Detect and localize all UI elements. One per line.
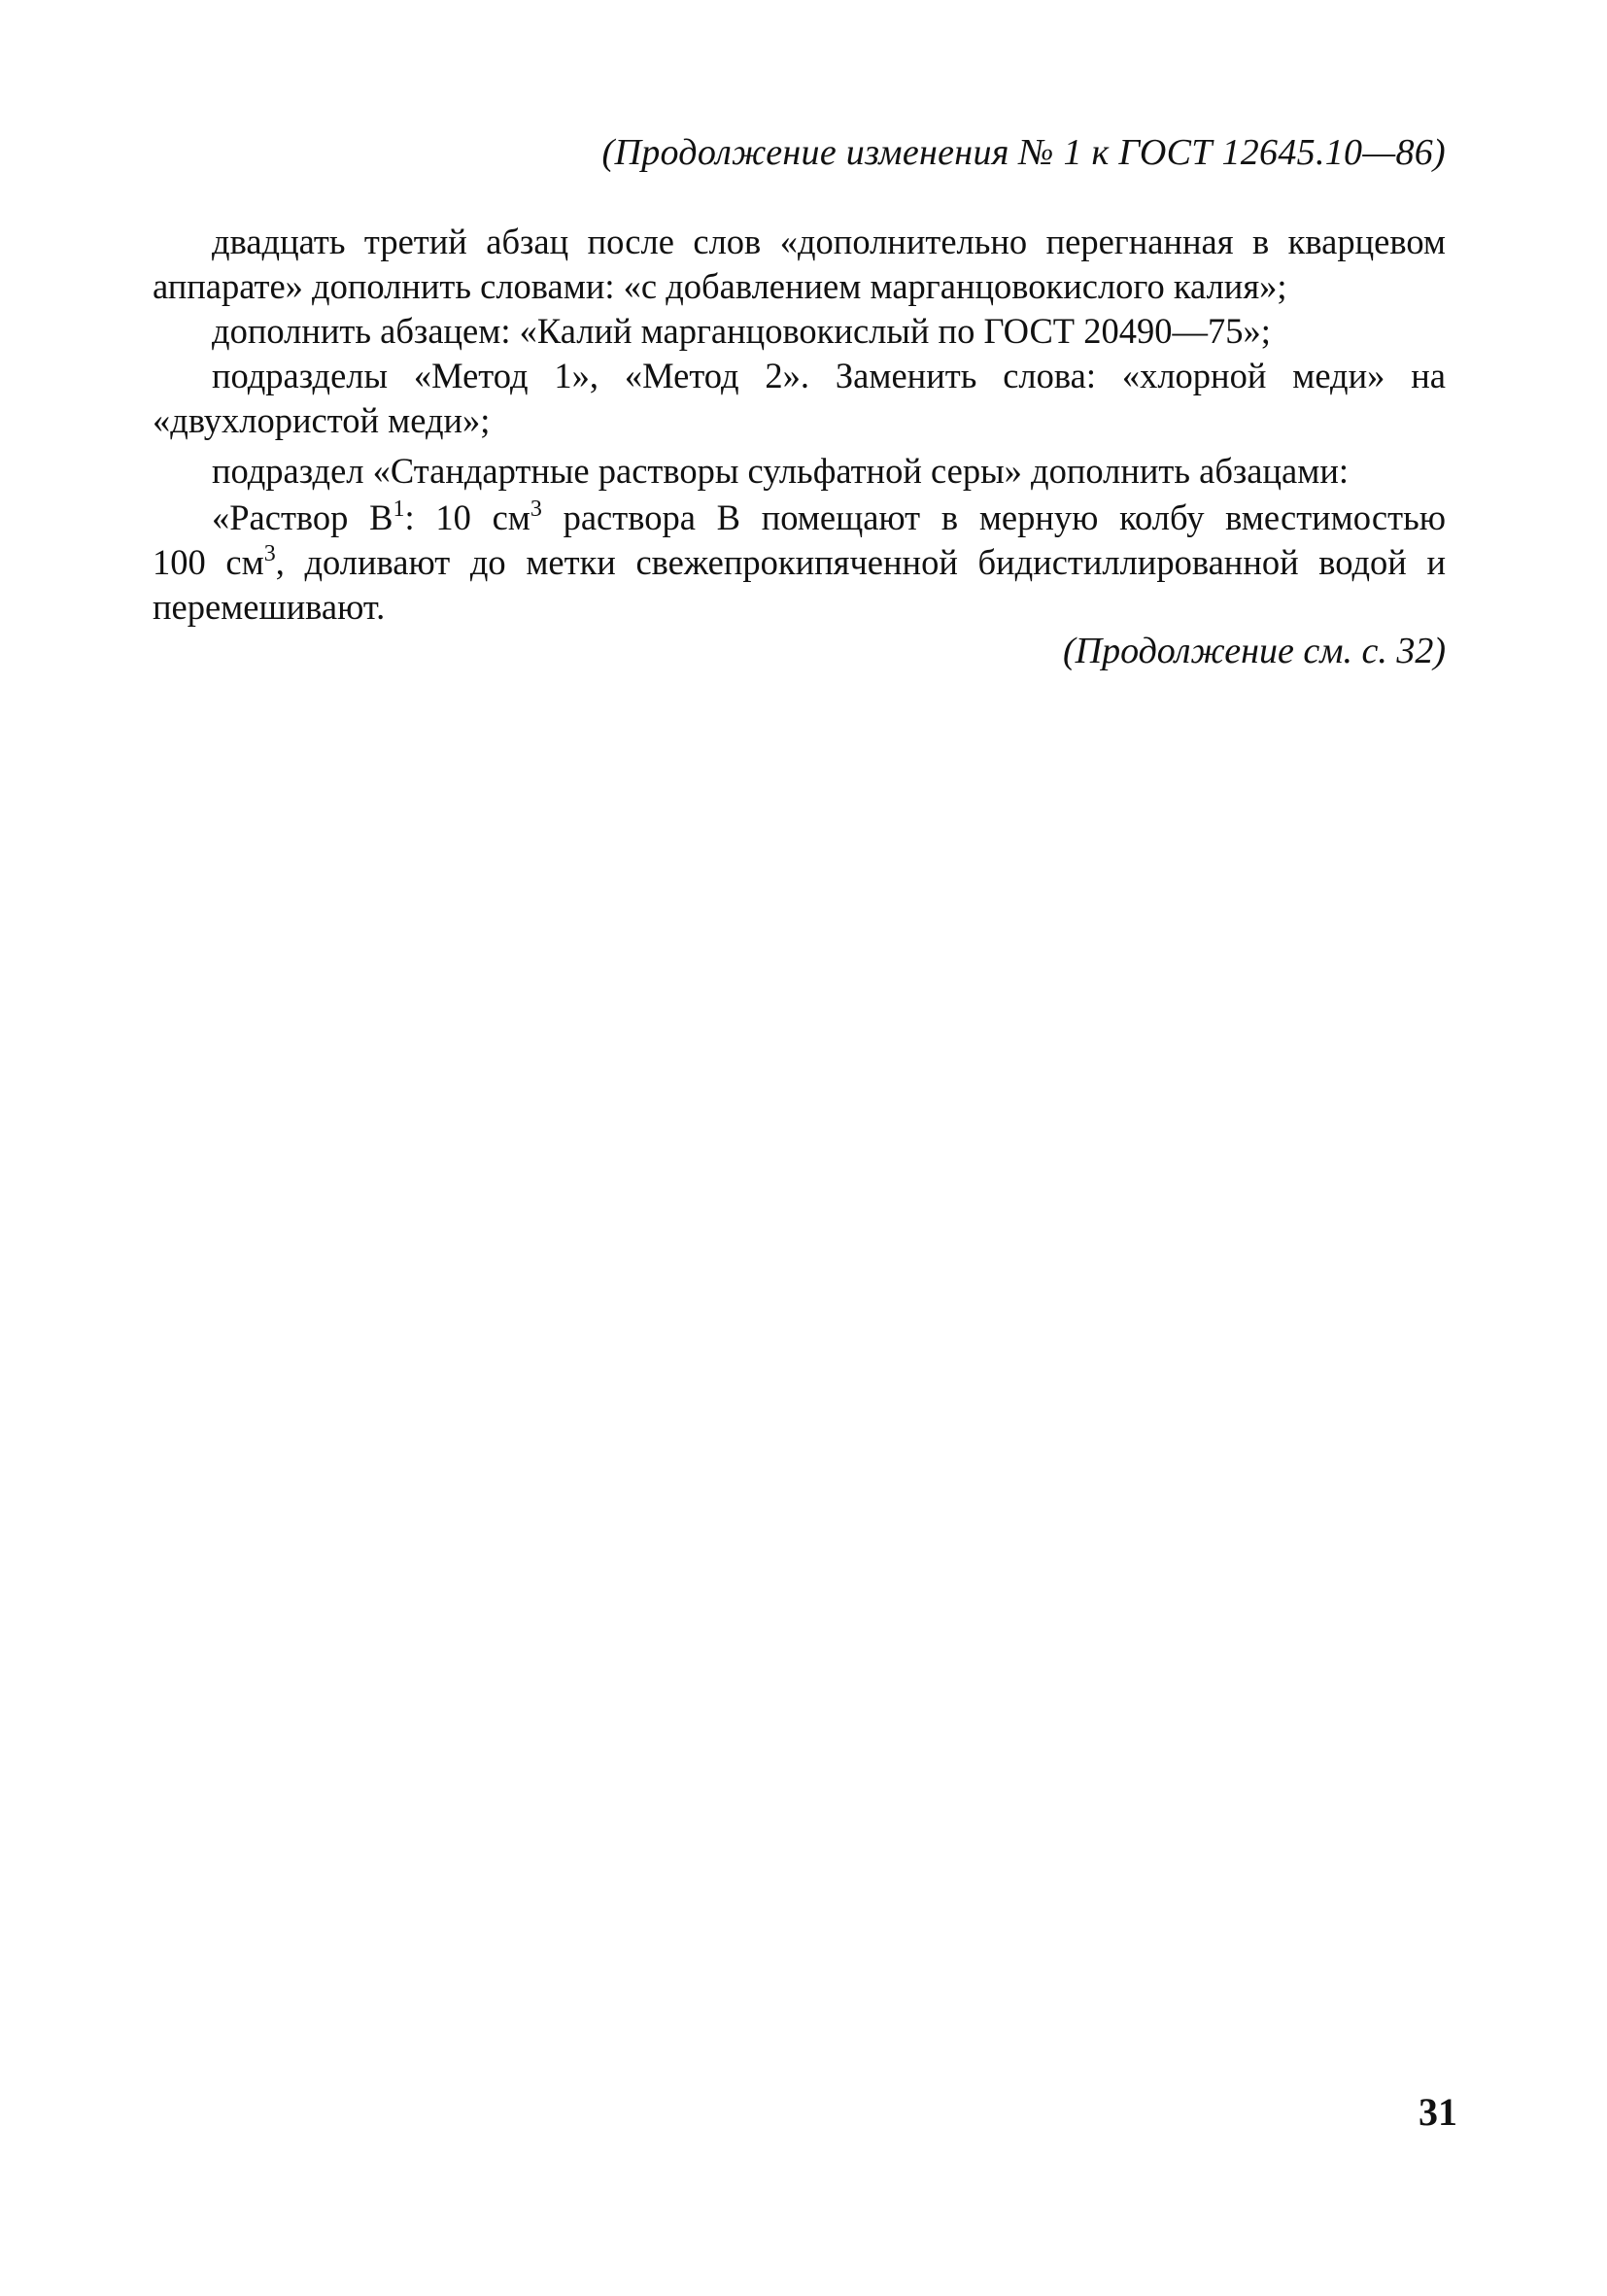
paragraph-line: подразделы «Метод 1», «Метод 2». Заменить слова: «хлорной меди» на bbox=[212, 356, 1446, 395]
paragraph-23rd-abzac bbox=[153, 220, 1446, 309]
continued-note: (Продолжение см. с. 32) bbox=[1062, 631, 1446, 671]
paragraph-line: перемешивают. bbox=[153, 587, 386, 627]
text-fragment: 100 см bbox=[153, 542, 264, 582]
paragraph-line bbox=[153, 540, 1446, 585]
superscript: 1 bbox=[393, 497, 405, 522]
paragraph-line: «двухлористой меди»; bbox=[153, 400, 491, 440]
paragraph-add-abzac bbox=[153, 309, 1446, 354]
paragraph-solution-b1 bbox=[153, 496, 1446, 630]
paragraph-standard-solutions bbox=[153, 449, 1446, 494]
page-number: 31 bbox=[1419, 2090, 1457, 2134]
paragraph-line: дополнить абзацем: «Калий марганцовокислый по ГОСТ 20490—75»; bbox=[212, 311, 1271, 351]
paragraph-line: аппарате» дополнить словами: «с добавлением марганцовокислого калия»; bbox=[153, 266, 1287, 306]
superscript: 3 bbox=[263, 541, 276, 566]
continuation-header: (Продолжение изменения № 1 к ГОСТ 12645.10—86) bbox=[601, 132, 1446, 173]
text-fragment: раствора В помещают в мерную колбу вместимостью bbox=[541, 497, 1446, 537]
text-fragment: : 10 см bbox=[404, 497, 530, 537]
paragraph-line bbox=[153, 496, 1446, 540]
paragraph-line: двадцать третий абзац после слов «дополнительно перегнанная в кварцевом bbox=[212, 222, 1446, 261]
paragraph-line: подраздел «Стандартные растворы сульфатной серы» дополнить абзацами: bbox=[212, 451, 1350, 491]
text-fragment: «Раствор В bbox=[212, 497, 393, 537]
text-fragment: , доливают до метки свежепрокипяченной бидистиллированной водой и bbox=[275, 542, 1446, 582]
document-body bbox=[153, 220, 1446, 630]
paragraph-subsections-method bbox=[153, 354, 1446, 443]
superscript: 3 bbox=[530, 497, 542, 522]
